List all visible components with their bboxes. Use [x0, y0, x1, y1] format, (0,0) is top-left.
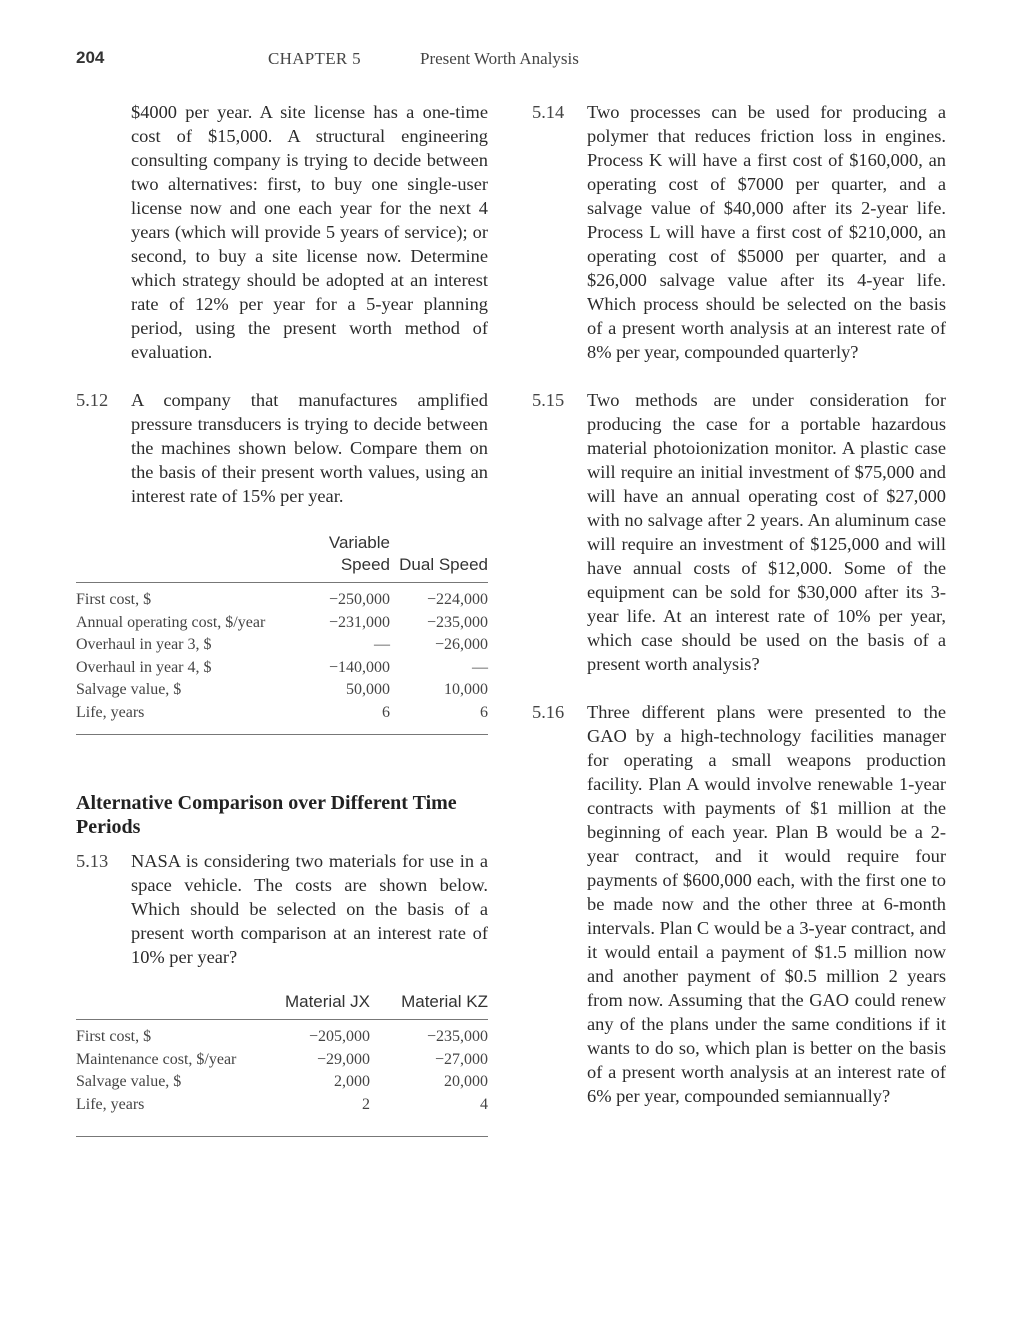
row-label: First cost, $ — [76, 591, 152, 608]
machine-comparison-table — [76, 532, 488, 724]
table-row — [76, 1094, 488, 1117]
right-column — [532, 100, 946, 1108]
problem-number: 5.15 — [532, 390, 565, 410]
left-column — [76, 100, 488, 1137]
problem-5-15 — [532, 388, 946, 676]
machine-comparison-table-wrap — [76, 532, 488, 735]
table-row — [76, 1020, 488, 1049]
table-row — [76, 657, 488, 680]
problem-text: Three different plans were presented to the GAO by a high-technology facilities manager for operating a small weapons production facility. Plan A would involve renewable 1-year contracts with payments of $1 million at the beginning of each year. Plan B would be a 2-year contract, and it would require four payments of $600,000 each, with the first one to be made now and the other three at 6-month intervals. Plan C would be a 3-year contract, and it would entail a payment of $1.5 million now and another payment of $0.5 million 2 years from now. Assuming that the GAO could renew any of the plans under the same conditions if it wants to do so, which plan is better on the basis of a present worth analysis at an interest rate of 6% per year, compounded semiannually? — [587, 702, 946, 1106]
cell-value: −235,000 — [426, 1028, 488, 1045]
problem-number: 5.12 — [76, 390, 109, 410]
row-label: Overhaul in year 3, $ — [76, 636, 212, 653]
problem-5-16 — [532, 700, 946, 1108]
page-number: 204 — [76, 48, 105, 67]
cell-value: −140,000 — [328, 658, 390, 676]
problem-text: Two processes can be used for producing a polymer that reduces friction loss in engines. Process K will have a first cost of $160,000, an operating cost of $7000 per quarter, and a salvage value of $40,000 after its 2-year life. Process L will have a first cost of $210,000, an operating cost of $5000 per quarter, and a $26,000 salvage value after its 4-year life. Which process should be selected on the basis of a present worth analysis at an interest rate of 8% per year, compounded quarterly? — [587, 102, 946, 362]
table-row — [76, 612, 488, 635]
column-header: Material JX — [284, 992, 370, 1011]
row-label: Salvage value, $ — [76, 1073, 182, 1090]
cell-value: — — [472, 658, 488, 676]
section-subheading: Alternative Comparison over Different Time Periods — [76, 792, 457, 838]
problem-5-14 — [532, 100, 946, 364]
row-label: Life, years — [76, 1095, 145, 1113]
header-cell-empty — [76, 532, 300, 583]
problem-number: 5.13 — [76, 851, 109, 871]
row-label: Salvage value, $ — [76, 681, 182, 698]
cell-value: −27,000 — [434, 1050, 488, 1068]
problem-text: Two methods are under consideration for producing the case for a portable hazardous material photoionization monitor. A plastic case will require an initial investment of $75,000 and will have an annual operating cost of $27,000 with no salvage after 2 years. An aluminum case will require an investment of $125,000 and will have annual costs of $12,000. Some of the equipment can be sold for $30,000 after its 3-year life. At an interest rate of 10% per year, which case should be used on the basis of a present worth analysis? — [587, 390, 946, 674]
table-bottom-rule — [76, 734, 488, 735]
table-row — [76, 679, 488, 702]
cell-value: 20,000 — [444, 1073, 488, 1090]
material-comparison-table-wrap — [76, 991, 488, 1137]
column-header: Material KZ — [401, 992, 488, 1011]
table-header-row — [76, 532, 488, 583]
cell-value: 6 — [382, 703, 390, 721]
problem-5-13 — [76, 849, 488, 969]
table-row — [76, 1071, 488, 1094]
cell-value: −26,000 — [434, 636, 488, 653]
table-row — [76, 634, 488, 657]
table-row — [76, 1049, 488, 1072]
problem-text: NASA is considering two materials for use in a space vehicle. The costs are shown below. Which should be selected on the basis of a present worth comparison at an interest rate of 10% per year? — [131, 851, 488, 967]
cell-value: 4 — [480, 1095, 488, 1113]
cell-value: 2 — [362, 1095, 370, 1113]
cell-value: 10,000 — [444, 681, 488, 698]
page-header — [0, 44, 1026, 74]
problem-number: 5.14 — [532, 102, 565, 122]
row-label: First cost, $ — [76, 1028, 152, 1045]
cell-value: −224,000 — [426, 591, 488, 608]
row-label: Maintenance cost, $/year — [76, 1050, 237, 1068]
cell-value: 6 — [480, 703, 488, 721]
problem-5-12 — [76, 388, 488, 508]
cell-value: −29,000 — [316, 1050, 370, 1068]
table-bottom-rule — [76, 1136, 488, 1137]
table-row — [76, 583, 488, 612]
cell-value: — — [374, 636, 390, 653]
problem-number: 5.16 — [532, 702, 565, 722]
problem-text: A company that manufactures amplified pressure transducers is trying to decide between the machines shown below. Compare them on the basis of their present worth values, using an interest rate of 15% per year. — [131, 390, 488, 506]
column-header: Dual Speed — [399, 555, 488, 574]
column-header: Variable Speed — [328, 533, 390, 574]
chapter-label: CHAPTER 5 — [268, 49, 361, 68]
problem-5-11-continued: $4000 per year. A site license has a one-time cost of $15,000. A structural engineering consulting company is trying to decide between two alternatives: first, to buy one single-user license now and one each year for the next 4 years (which will provide 5 years of service); or second, to buy a site license now. Determine which strategy should be adopted at an interest rate of 12% per year for a 5-year planning period, using the present worth method of evaluation. — [131, 102, 488, 362]
section-title: Present Worth Analysis — [420, 49, 579, 68]
table-header-row — [76, 991, 488, 1020]
cell-value: −231,000 — [328, 613, 390, 631]
cell-value: −250,000 — [328, 591, 390, 608]
cell-value: −235,000 — [426, 613, 488, 631]
material-comparison-table — [76, 991, 488, 1116]
table-row — [76, 702, 488, 725]
cell-value: 2,000 — [334, 1073, 370, 1090]
row-label: Life, years — [76, 703, 145, 721]
cell-value: −205,000 — [308, 1028, 370, 1045]
header-cell-empty — [76, 991, 266, 1020]
row-label: Annual operating cost, $/year — [76, 613, 266, 631]
row-label: Overhaul in year 4, $ — [76, 658, 212, 676]
cell-value: 50,000 — [346, 681, 390, 698]
